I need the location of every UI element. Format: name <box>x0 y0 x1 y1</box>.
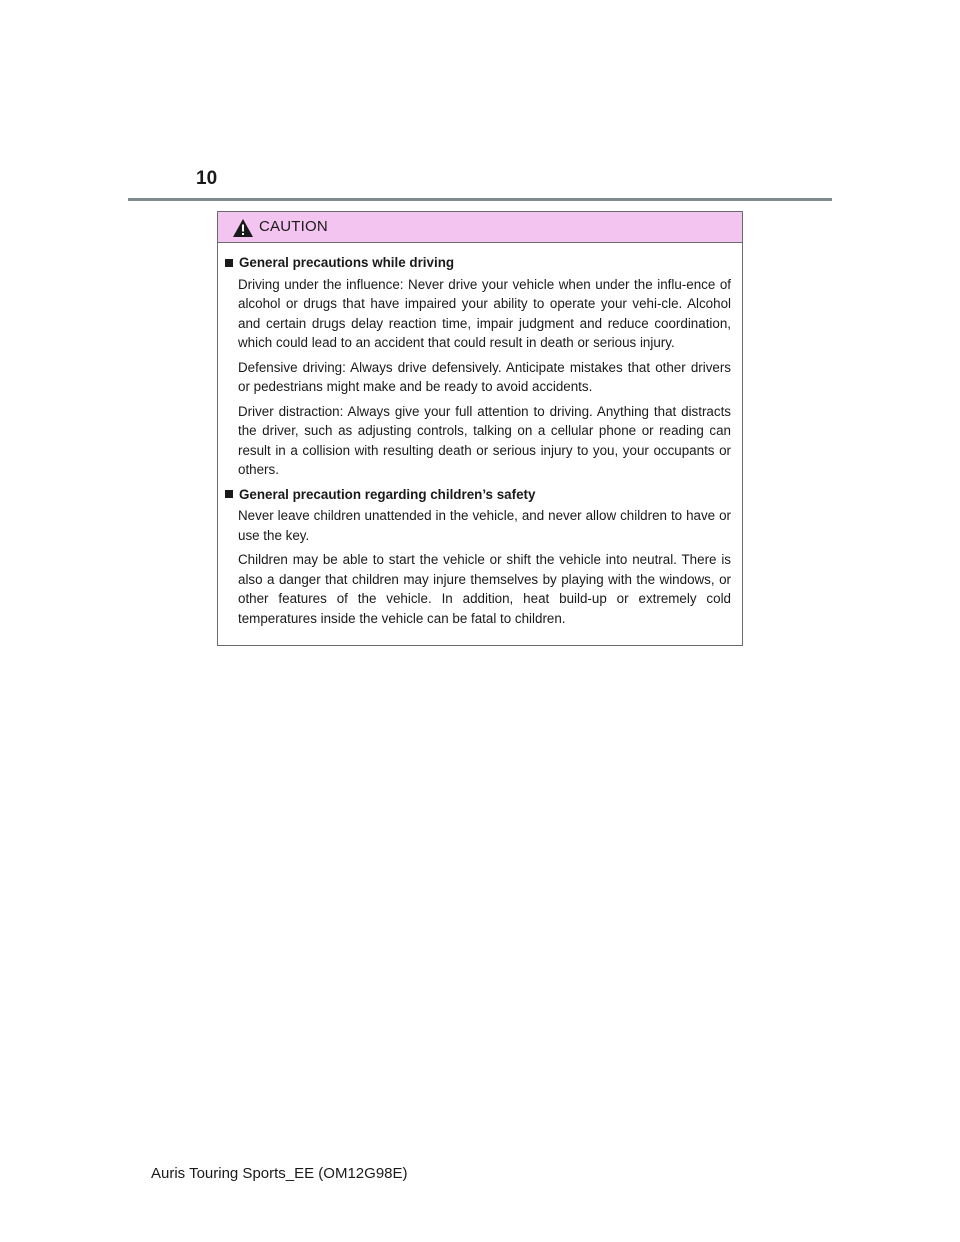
caution-box <box>217 211 743 646</box>
caution-body <box>218 243 742 645</box>
section-heading-text: General precaution regarding children’s safety <box>239 486 536 502</box>
paragraph: Never leave children unattended in the vehicle, and never allow children to have or use the key. <box>238 508 731 543</box>
paragraph: Defensive driving: Always drive defensively. Anticipate mistakes that other drivers or pedestrians might make and be ready to avoid accidents. <box>238 359 731 394</box>
section-heading <box>223 485 731 505</box>
paragraph: Driving under the influence: Never drive your vehicle when under the influ-ence of alcohol or drugs that have impaired your ability to operate your vehi-cle. Alcohol and certain drugs delay reaction time, impair judgment and reduce coordination, which could lead to an accident that could result in death or serious injury. <box>238 276 731 350</box>
page-footer: Auris Touring Sports_EE (OM12G98E) <box>151 1165 408 1182</box>
section-heading-text: General precautions while driving <box>239 255 455 270</box>
paragraph: Children may be able to start the vehicle or shift the vehicle into neutral. There is also a danger that children may injure themselves by playing with the windows, or other features of the vehicle. In addition, heat build-up or extremely cold temperatures inside the vehicle can be fatal to children. <box>238 552 731 626</box>
paragraph: Driver distraction: Always give your full attention to driving. Anything that distracts the driver, such as adjusting controls, talking on a cellular phone or reading can result in a collision with resulting death or serious injury to you, your occupants or others. <box>238 403 731 477</box>
section-heading <box>223 253 731 273</box>
square-bullet-icon <box>225 259 233 267</box>
caution-section-driving <box>223 253 731 480</box>
caution-title: CAUTION <box>259 218 328 235</box>
header-rule <box>128 198 832 201</box>
caution-section-children <box>223 485 731 629</box>
warning-triangle-icon <box>232 218 254 238</box>
square-bullet-icon <box>225 490 233 498</box>
caution-header <box>218 212 742 243</box>
page-number: 10 <box>196 168 218 189</box>
